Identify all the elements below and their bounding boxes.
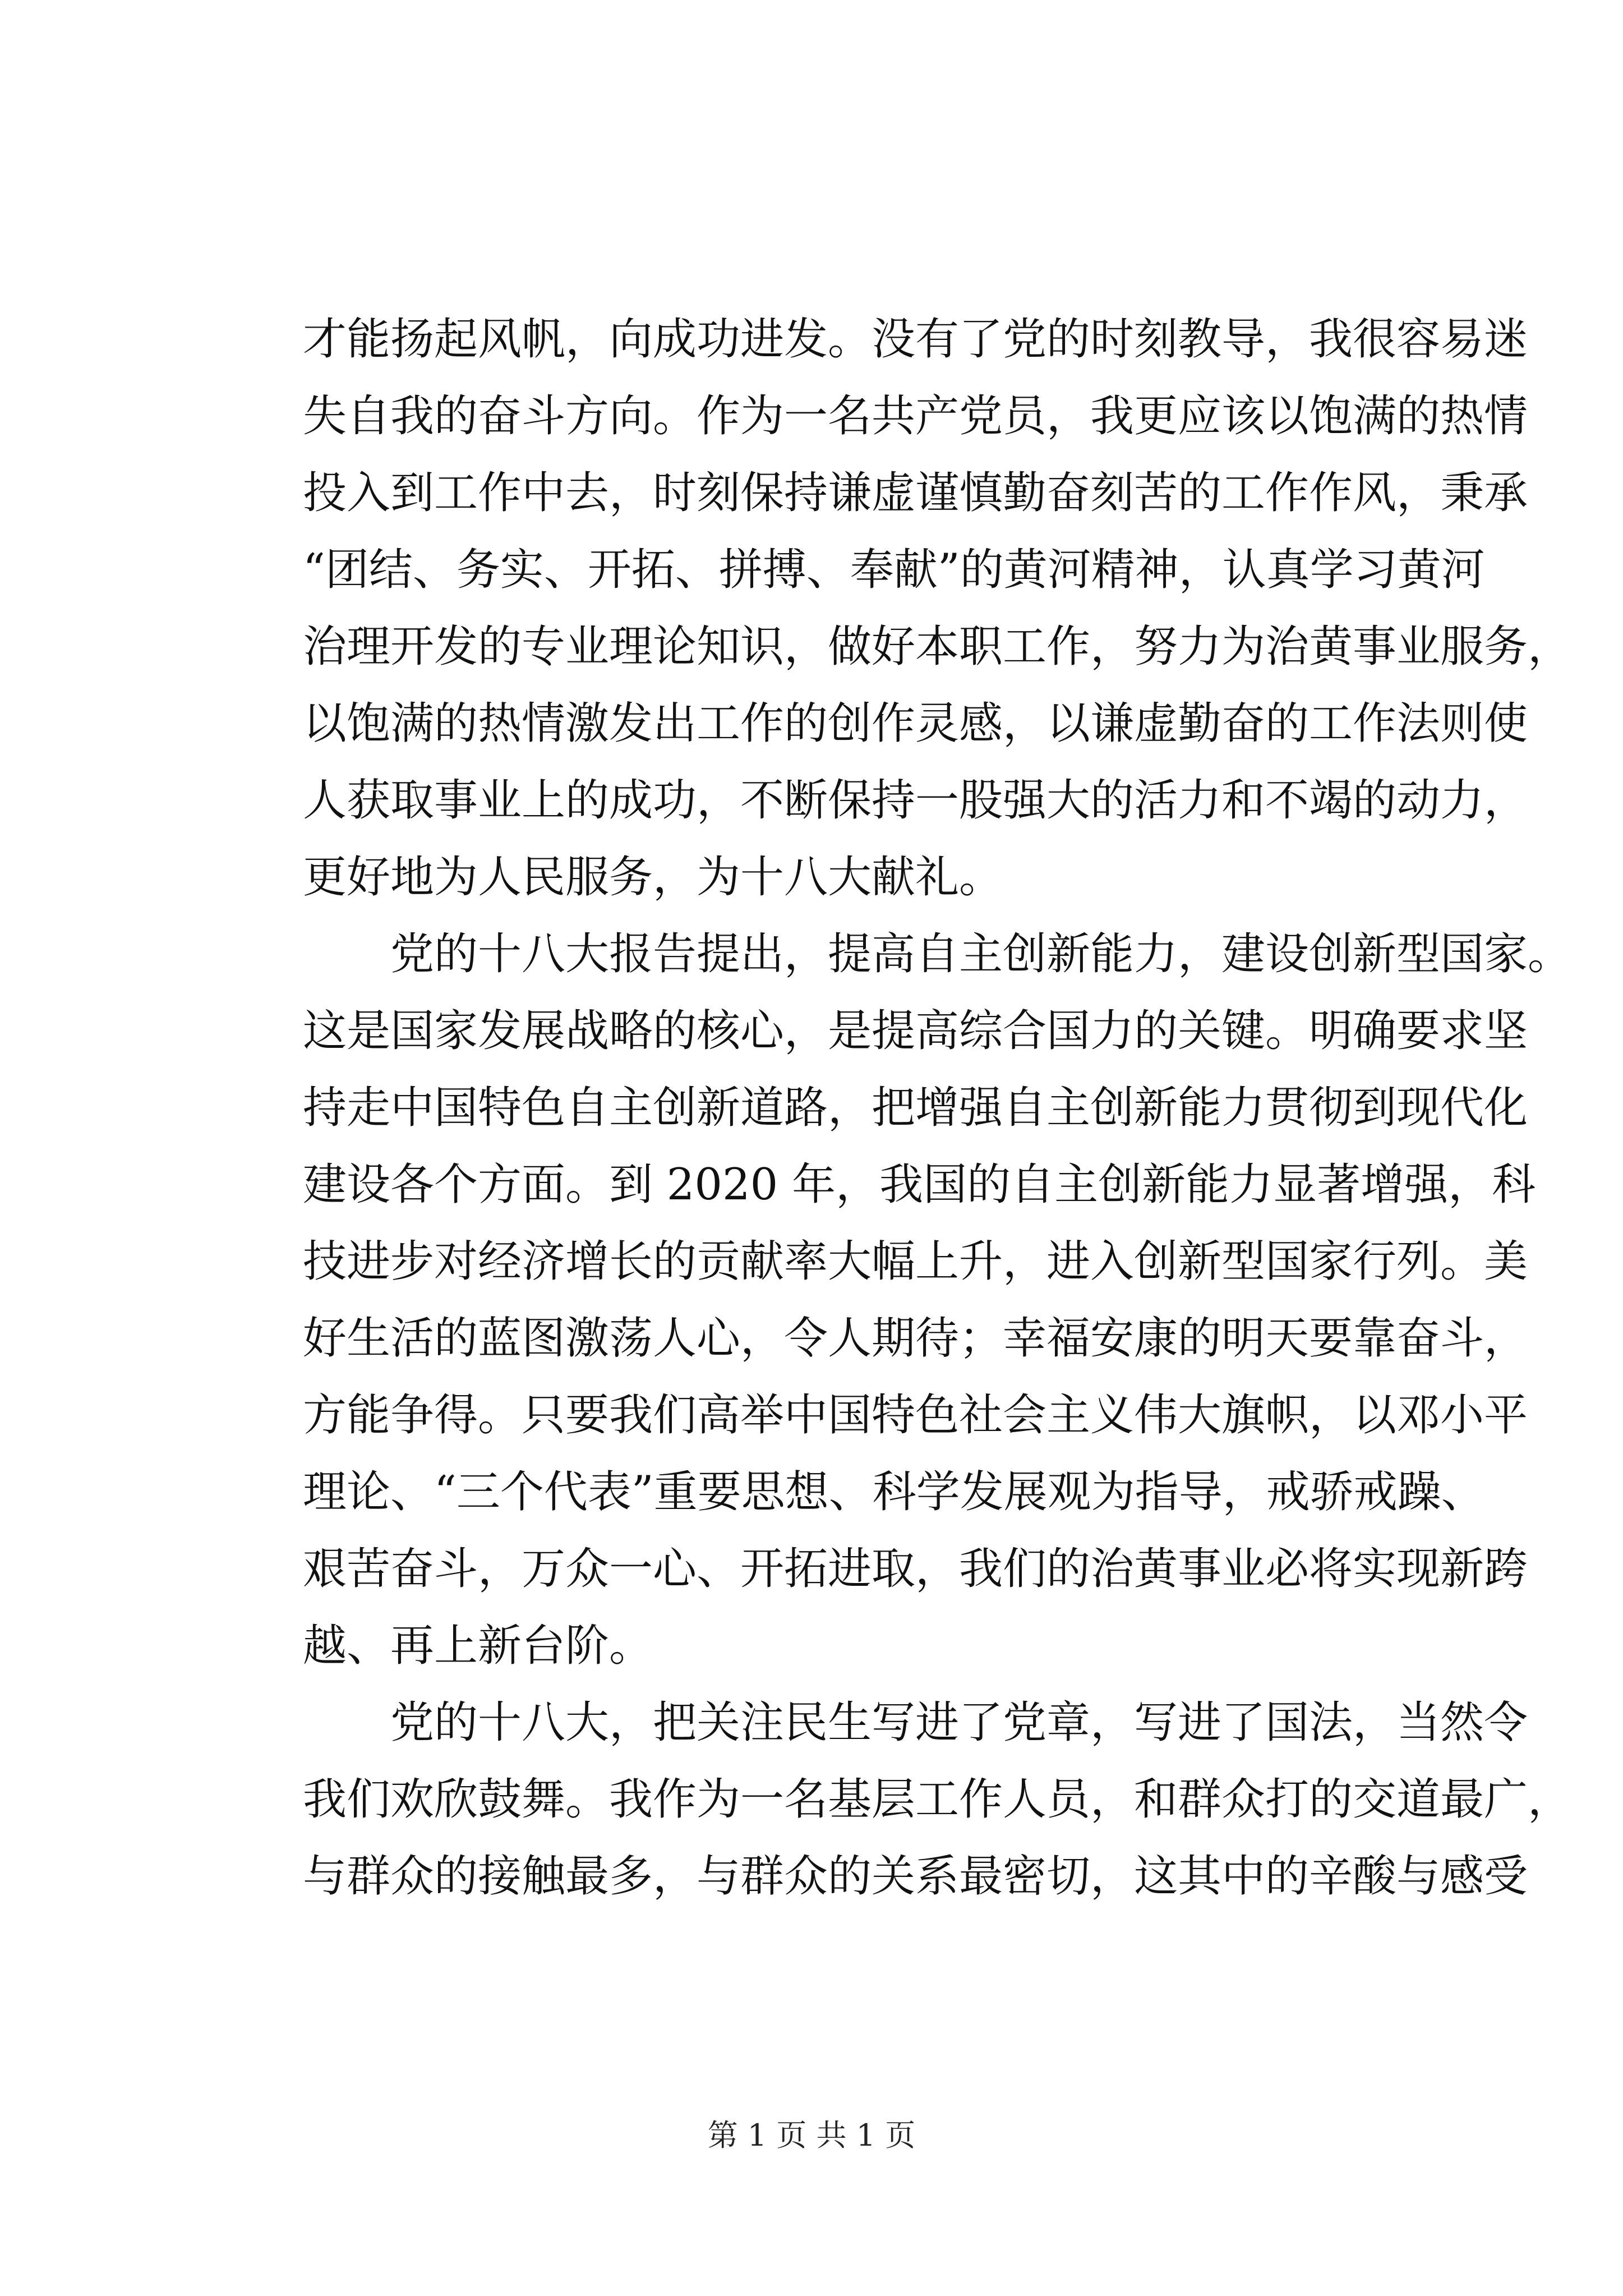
text-line: 治理开发的专业理论知识，做好本职工作，努力为治黄事业服务，	[303, 622, 1572, 672]
page-footer: 第 1 页 共 1 页	[707, 2118, 916, 2153]
text-line: 人获取事业上的成功，不断保持一股强大的活力和不竭的动力，	[303, 775, 1528, 826]
text-line: 技进步对经济增长的贡献率大幅上升，进入创新型国家行列。美	[303, 1236, 1528, 1287]
text-line: 好生活的蓝图激荡人心，令人期待；幸福安康的明天要靠奋斗，	[303, 1313, 1528, 1364]
text-line: 这是国家发展战略的核心，是提高综合国力的关键。明确要求坚	[303, 1006, 1528, 1056]
text-line: 方能争得。只要我们高举中国特色社会主义伟大旗帜，以邓小平	[303, 1390, 1528, 1441]
text-line: 以饱满的热情激发出工作的创作灵感，以谦虚勤奋的工作法则使	[303, 698, 1528, 749]
text-line: 与群众的接触最多，与群众的关系最密切，这其中的辛酸与感受	[303, 1851, 1528, 1902]
text-line: 党的十八大，把关注民生写进了党章，写进了国法，当然令	[303, 1697, 1528, 1748]
text-line: 艰苦奋斗，万众一心、开拓进取，我们的治黄事业必将实现新跨	[303, 1544, 1528, 1594]
text-line: 党的十八大报告提出，提高自主创新能力，建设创新型国家。	[303, 929, 1572, 979]
body-text	[303, 301, 1572, 1915]
text-line: 我们欢欣鼓舞。我作为一名基层工作人员，和群众打的交道最广，	[303, 1774, 1572, 1825]
text-line: 越、再上新台阶。	[303, 1621, 653, 1671]
text-line: 才能扬起风帆，向成功进发。没有了党的时刻教导，我很容易迷	[303, 314, 1528, 365]
text-line: 理论、“三个代表”重要思想、科学发展观为指导，戒骄戒躁、	[303, 1467, 1485, 1517]
text-line: 更好地为人民服务，为十八大献礼。	[303, 852, 1003, 903]
text-line: 持走中国特色自主创新道路，把增强自主创新能力贯彻到现代化	[303, 1083, 1528, 1133]
text-line: “团结、务实、开拓、拼搏、奉献”的黄河精神，认真学习黄河	[303, 545, 1485, 595]
text-line: 投入到工作中去，时刻保持谦虚谨慎勤奋刻苦的工作作风，秉承	[303, 468, 1528, 518]
text-line: 失自我的奋斗方向。作为一名共产党员，我更应该以饱满的热情	[303, 391, 1528, 441]
text-line: 建设各个方面。到 2020 年，我国的自主创新能力显著增强，科	[303, 1159, 1536, 1210]
